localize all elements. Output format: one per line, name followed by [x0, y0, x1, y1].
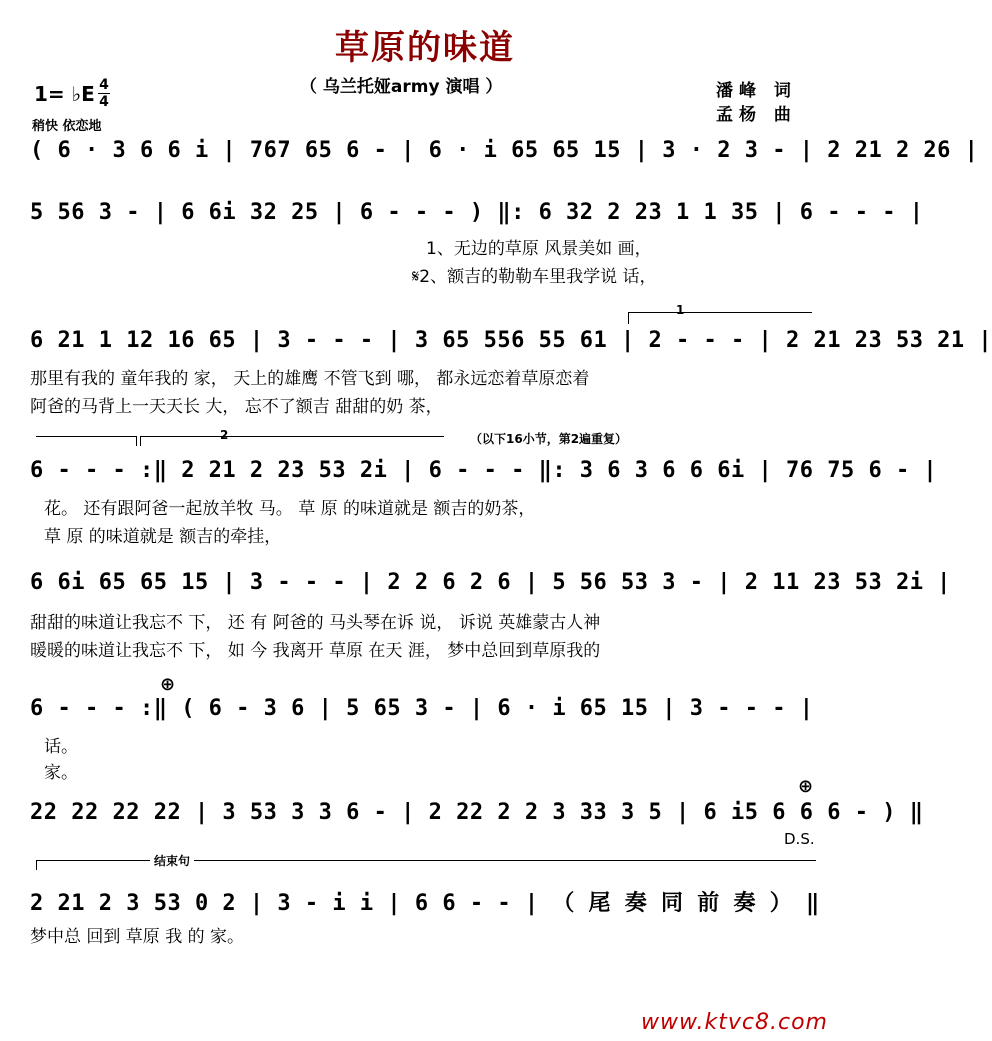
score-row-2: 5 56 3 - | 6 6i 32 25 | 6 - - - ) ‖: 6 32 2 23 1 1 35 | 6 - - - |: [30, 200, 924, 225]
volta-1-end: [136, 436, 137, 446]
time-signature: [98, 78, 110, 109]
score-row-4: 6 - - - :‖ 2 21 2 23 53 2i | 6 - - - ‖: 3 6 3 6 6 6i | 76 75 6 - |: [30, 458, 938, 483]
volta-2-number: 2: [220, 428, 229, 442]
volta-2-bracket: [140, 436, 444, 437]
score-row-1: ( 6 · 3 6 6 i | 767 65 6 - | 6 · i 65 65 15 | 3 · 2 3 - | 2 21 2 26 |: [30, 138, 979, 163]
lyric-row-6-verse-1: 话。: [44, 737, 78, 757]
lyric-row-8: 梦中总 回到 草原 我 的 家。: [30, 927, 245, 947]
score-row-3: 6 21 1 12 16 65 | 3 - - - | 3 65 556 55 61 | 2 - - - | 2 21 23 53 21 |: [30, 328, 992, 353]
lyric-row-3-verse-1: 那里有我的 童年我的 家， 天上的雄鹰 不管飞到 哪， 都永远恋着草原恋着: [30, 369, 590, 389]
lyric-row-4-verse-1: 花。 还有跟阿爸一起放羊牧 马。 草 原 的味道就是 额吉的奶茶，: [44, 499, 536, 519]
watermark: www.ktvc8.com: [640, 1010, 828, 1035]
volta-2-left: [140, 436, 141, 446]
lyric-row-5-verse-1: 甜甜的味道让我忘不 下， 还 有 阿爸的 马头琴在诉 说， 诉说 英雄蒙古人神: [30, 613, 601, 633]
time-sig-top: 4: [99, 77, 109, 93]
song-title: 草原的味道: [335, 28, 515, 68]
volta-1-bracket: [628, 312, 812, 313]
tempo-marking: 稍快 依恋地: [32, 119, 102, 134]
lyric-row-4-verse-2: 草 原 的味道就是 额吉的牵挂，: [44, 527, 282, 547]
lyric-row-3-verse-2: 阿爸的马背上一天天长 大， 忘不了额吉 甜甜的奶 茶，: [30, 397, 443, 417]
ending-label: 结束句: [150, 852, 194, 869]
repeat-instruction: （以下16小节，第2遍重复）: [470, 432, 628, 446]
lyric-row-5-verse-2: 暖暖的味道让我忘不 下， 如 今 我离开 草原 在天 涯， 梦中总回到草原我的: [30, 641, 601, 661]
lyric-row-2-verse-2: 𝄋2、额吉的勒勒车里我学说 话，: [412, 267, 657, 287]
score-row-5: 6 6i 65 65 15 | 3 - - - | 2 2 6 2 6 | 5 56 53 3 - | 2 11 23 53 2i |: [30, 570, 951, 595]
ending-bracket-left: [36, 860, 37, 870]
composer: 孟杨 曲: [716, 105, 797, 125]
volta-1-left: [628, 312, 629, 324]
coda-sign-icon: ⊕: [160, 674, 176, 695]
singer-line: （ 乌兰托娅army 演唱 ）: [300, 77, 503, 97]
lyric-row-2-verse-1: 1、无边的草原 风景美如 画，: [426, 239, 652, 259]
score-row-8: 2 21 2 3 53 0 2 | 3 - i i | 6 6 - - | （ 尾 奏 同 前 奏 ） ‖: [30, 891, 820, 916]
lyricist: 潘峰 词: [716, 81, 797, 101]
lyric-row-6-verse-2: 家。: [44, 763, 78, 783]
volta-1-number: 1: [676, 303, 685, 317]
score-row-7: 22 22 22 22 | 3 53 3 3 6 - | 2 22 2 2 3 33 3 5 | 6 i5 6 6 6 - ) ‖: [30, 800, 924, 825]
score-row-6: 6 - - - :‖ ( 6 - 3 6 | 5 65 3 - | 6 · i 65 15 | 3 - - - |: [30, 696, 814, 721]
dal-segno: D.S.: [784, 830, 815, 848]
volta-1-continuation: [36, 436, 136, 437]
coda-sign-icon-2: ⊕: [798, 776, 814, 797]
key-signature: 1= ♭E: [34, 82, 95, 106]
time-sig-bottom: 4: [99, 94, 109, 110]
